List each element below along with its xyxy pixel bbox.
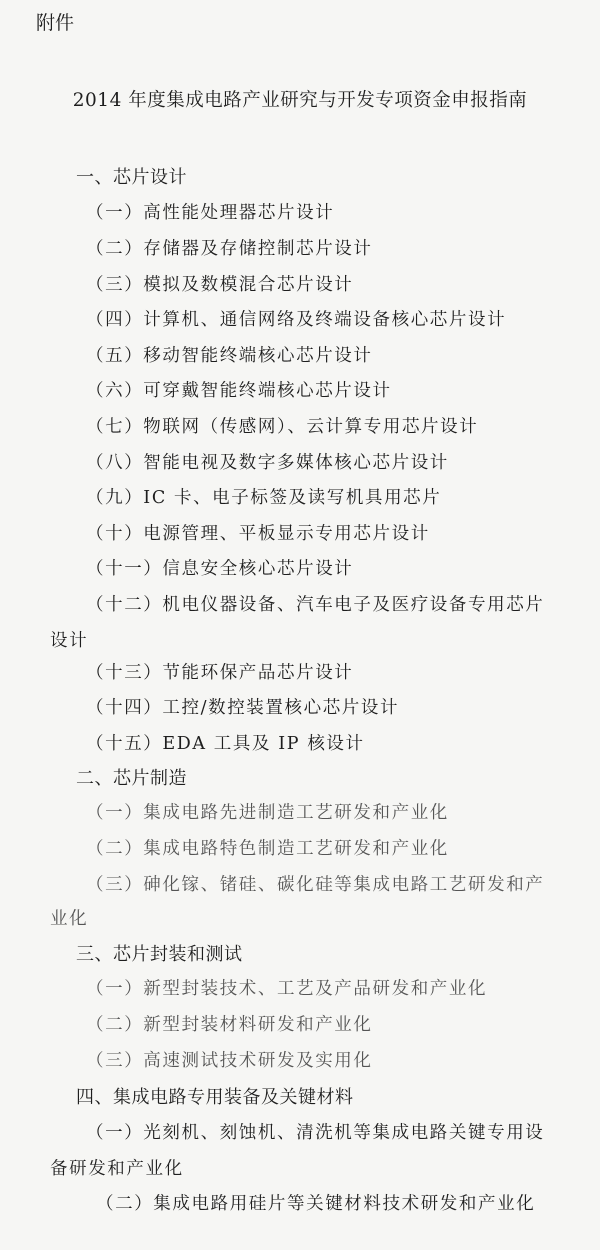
- section-heading: 四、集成电路专用装备及关键材料: [76, 1087, 354, 1108]
- list-item: （四）计算机、通信网络及终端设备核心芯片设计: [86, 310, 507, 330]
- list-item: （三）模拟及数模混合芯片设计: [86, 275, 354, 295]
- list-item: （九）IC 卡、电子标签及读写机具用芯片: [86, 488, 442, 508]
- section-heading: 二、芯片制造: [76, 768, 187, 789]
- list-item: （七）物联网（传感网）、云计算专用芯片设计: [86, 417, 479, 437]
- document-title: 2014 年度集成电路产业研究与开发专项资金申报指南: [72, 90, 528, 111]
- list-item-continuation: 备研发和产业化: [50, 1159, 184, 1179]
- list-item: （十三）节能环保产品芯片设计: [86, 663, 354, 683]
- list-item: （三）高速测试技术研发及实用化: [86, 1051, 373, 1071]
- list-item: （二）存储器及存储控制芯片设计: [86, 239, 373, 259]
- list-item: （八）智能电视及数字多媒体核心芯片设计: [86, 453, 449, 473]
- list-item: （十二）机电仪器设备、汽车电子及医疗设备专用芯片: [86, 595, 545, 615]
- list-item: （一）集成电路先进制造工艺研发和产业化: [86, 803, 449, 823]
- list-item: （一）新型封装技术、工艺及产品研发和产业化: [86, 979, 488, 999]
- list-item: （二）新型封装材料研发和产业化: [86, 1015, 373, 1035]
- section-heading: 三、芯片封装和测试: [76, 944, 243, 965]
- list-item: （二）集成电路用硅片等关键材料技术研发和产业化: [96, 1194, 536, 1214]
- list-item-continuation: 业化: [50, 909, 89, 929]
- list-item: （十一）信息安全核心芯片设计: [86, 559, 354, 579]
- list-item: （三）砷化镓、锗硅、碳化硅等集成电路工艺研发和产: [86, 875, 545, 895]
- list-item: （十四）工控/数控装置核心芯片设计: [86, 698, 400, 718]
- list-item: （二）集成电路特色制造工艺研发和产业化: [86, 839, 449, 859]
- list-item: （十五）EDA 工具及 IP 核设计: [86, 734, 365, 754]
- list-item: （六）可穿戴智能终端核心芯片设计: [86, 381, 392, 401]
- section-heading: 一、芯片设计: [76, 167, 187, 188]
- attachment-label: 附件: [36, 12, 75, 34]
- list-item: （一）光刻机、刻蚀机、清洗机等集成电路关键专用设: [86, 1123, 545, 1143]
- list-item: （一）高性能处理器芯片设计: [86, 203, 335, 223]
- list-item-continuation: 设计: [50, 631, 89, 651]
- list-item: （五）移动智能终端核心芯片设计: [86, 346, 373, 366]
- list-item: （十）电源管理、平板显示专用芯片设计: [86, 524, 430, 544]
